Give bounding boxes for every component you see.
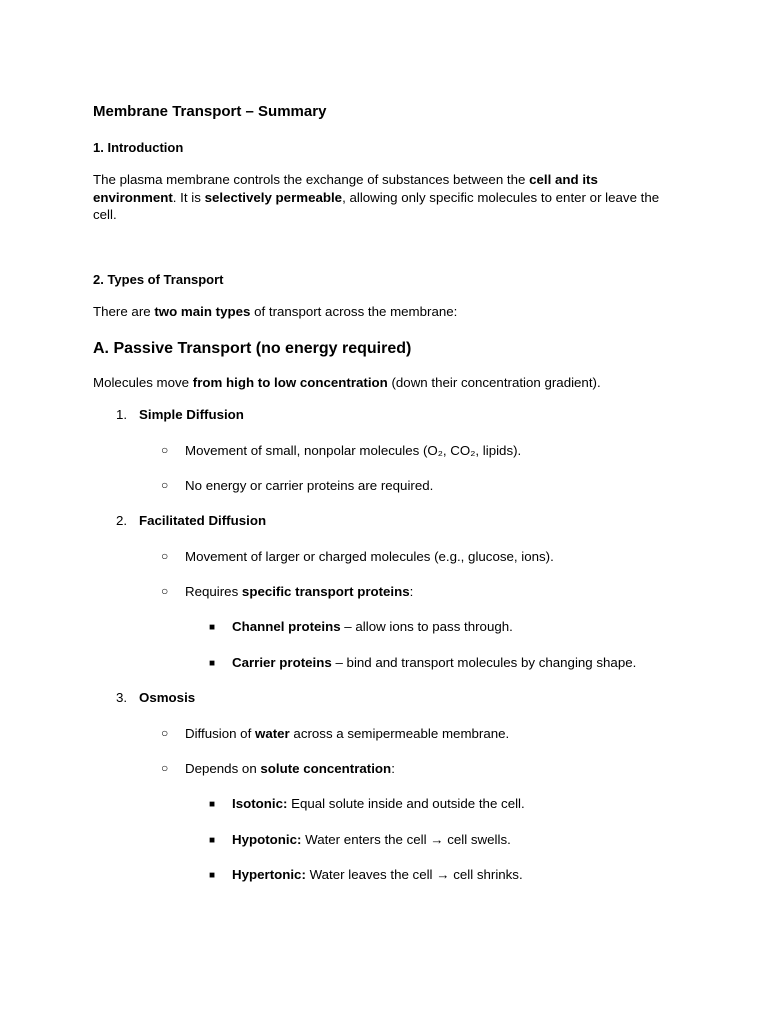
- circle-bullet-icon: ○: [161, 549, 169, 563]
- circle-bullet-icon: ○: [161, 761, 169, 775]
- document-title: Membrane Transport – Summary: [93, 103, 327, 120]
- list-item: Requires specific transport proteins:: [185, 584, 414, 599]
- list-item: Depends on solute concentration:: [185, 761, 395, 776]
- square-bullet-icon: ■: [209, 658, 216, 669]
- list-item: No energy or carrier proteins are required.: [185, 478, 434, 493]
- list-item: Movement of small, nonpolar molecules (O₂, CO₂, lipids).: [185, 443, 522, 458]
- list-item: Hypertonic: Water leaves the cell → cell shrinks.: [232, 867, 523, 882]
- passive-transport-paragraph: Molecules move from high to low concentration (down their concentration gradient).: [93, 375, 601, 390]
- types-paragraph: There are two main types of transport across the membrane:: [93, 304, 458, 319]
- square-bullet-icon: ■: [209, 799, 216, 810]
- item-label-facilitated-diffusion: Facilitated Diffusion: [139, 513, 267, 528]
- list-item: Diffusion of water across a semipermeable membrane.: [185, 726, 510, 741]
- list-item: Movement of larger or charged molecules (e.g., glucose, ions).: [185, 549, 554, 564]
- square-bullet-icon: ■: [209, 870, 216, 881]
- list-item: Carrier proteins – bind and transport molecules by changing shape.: [232, 655, 637, 670]
- list-number: 2.: [116, 513, 128, 528]
- list-number: 3.: [116, 690, 128, 705]
- circle-bullet-icon: ○: [161, 726, 169, 740]
- circle-bullet-icon: ○: [161, 478, 169, 492]
- section-heading-introduction: 1. Introduction: [93, 140, 184, 155]
- circle-bullet-icon: ○: [161, 443, 169, 457]
- square-bullet-icon: ■: [209, 835, 216, 846]
- item-label-simple-diffusion: Simple Diffusion: [139, 407, 244, 422]
- list-item: Hypotonic: Water enters the cell → cell swells.: [232, 832, 511, 847]
- section-heading-types: 2. Types of Transport: [93, 272, 224, 287]
- circle-bullet-icon: ○: [161, 584, 169, 598]
- item-label-osmosis: Osmosis: [139, 690, 196, 705]
- list-item: Channel proteins – allow ions to pass through.: [232, 619, 513, 634]
- list-number: 1.: [116, 407, 128, 422]
- square-bullet-icon: ■: [209, 622, 216, 633]
- passive-transport-heading: A. Passive Transport (no energy required): [93, 340, 412, 357]
- intro-paragraph: The plasma membrane controls the exchange of substances between the cell and its environment. It is selectively permeable, allowing only specific molecules to enter or leave the cell.: [93, 172, 660, 222]
- list-item: Isotonic: Equal solute inside and outside the cell.: [232, 796, 525, 811]
